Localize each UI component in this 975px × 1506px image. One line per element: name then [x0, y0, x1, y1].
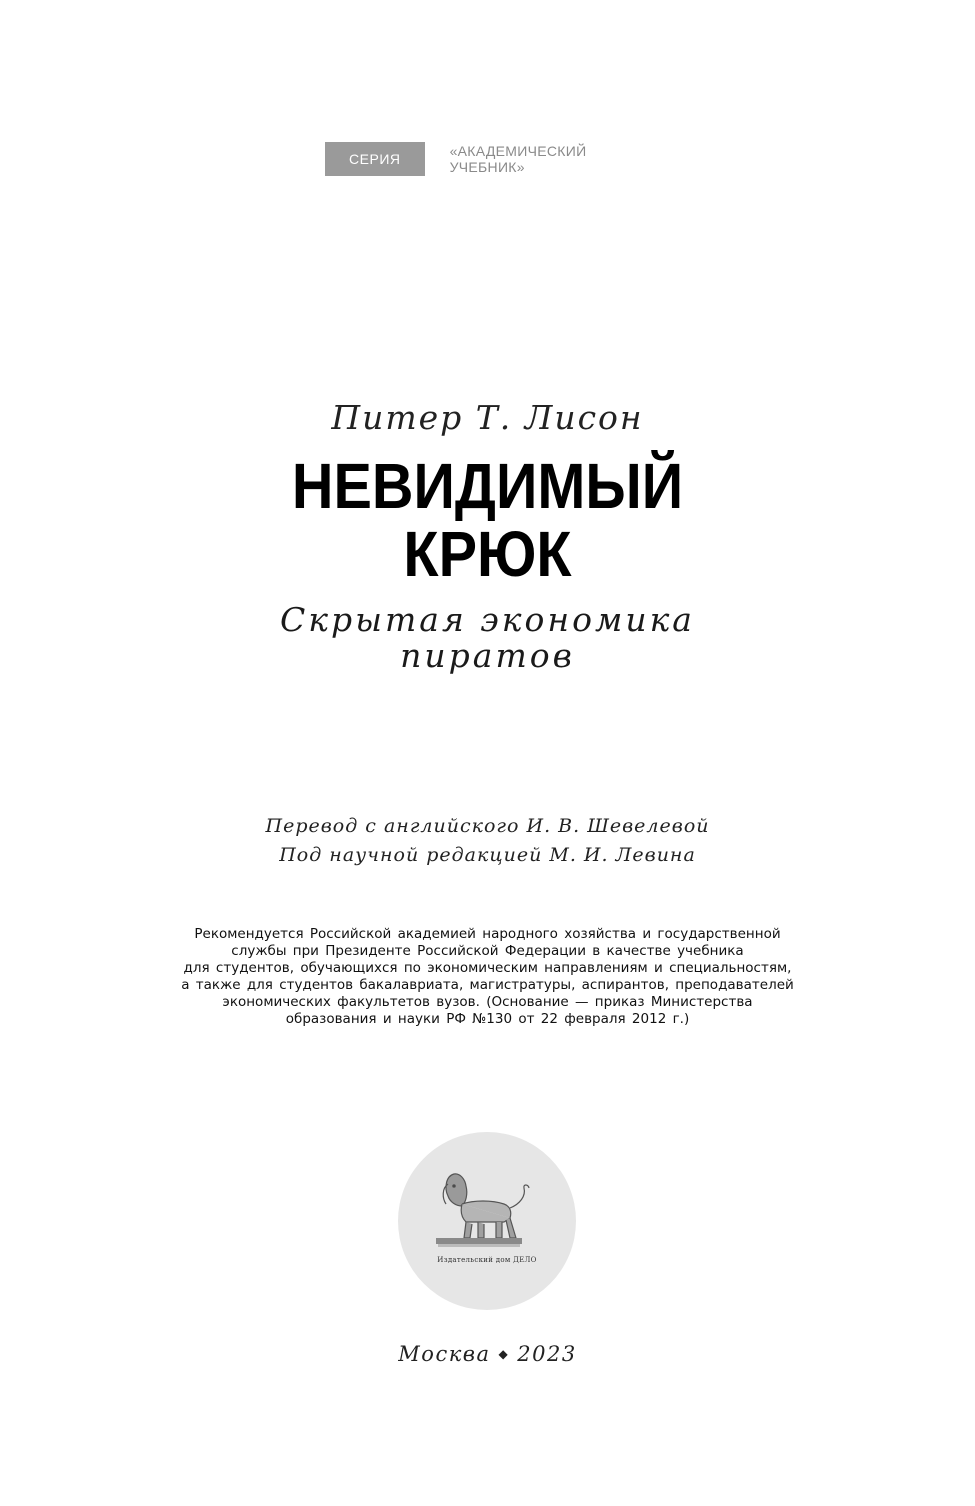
book-subtitle-line-2: пиратов	[400, 636, 575, 675]
lion-icon	[432, 1166, 542, 1256]
translation-credit: Перевод с английского И. В. Шевелевой	[265, 815, 710, 837]
recommendation-line: службы при Президенте Российской Федерации в качестве учебника	[231, 943, 744, 959]
editor-credit: Под научной редакцией М. И. Левина	[279, 844, 696, 866]
book-subtitle	[0, 602, 975, 674]
publisher-name: Издательский дом ДЕЛО	[437, 1256, 537, 1264]
recommendation-line: образования и науки РФ №130 от 22 февраля 2012 г.)	[285, 1011, 690, 1027]
book-subtitle-line-1: Скрытая экономика	[280, 600, 695, 639]
recommendation-line: Рекомендуется Российской академией народного хозяйства и государственной	[194, 926, 781, 942]
imprint-year: 2023	[517, 1342, 577, 1366]
credits	[0, 812, 975, 870]
author-name: Питер Т. Лисон	[331, 398, 644, 437]
publisher-logo	[398, 1132, 576, 1310]
book-title-line-2: КРЮК	[403, 518, 572, 590]
imprint	[0, 1342, 975, 1366]
recommendation-line: экономических факультетов вузов. (Основание — приказ Министерства	[222, 994, 753, 1010]
series-badge: СЕРИЯ	[325, 142, 425, 176]
book-title	[49, 452, 927, 588]
recommendation-text	[165, 926, 810, 1028]
series-name: «АКАДЕМИЧЕСКИЙ УЧЕБНИК»	[449, 143, 587, 175]
book-title-line-1: НЕВИДИМЫЙ	[291, 450, 684, 522]
imprint-separator: ◆	[498, 1347, 510, 1361]
series-bar	[325, 142, 665, 176]
recommendation-line: а также для студентов бакалавриата, магистратуры, аспирантов, преподавателей	[181, 977, 794, 993]
recommendation-line: для студентов, обучающихся по экономическим направлениям и специальностям,	[183, 960, 792, 976]
imprint-city: Москва	[398, 1342, 491, 1366]
